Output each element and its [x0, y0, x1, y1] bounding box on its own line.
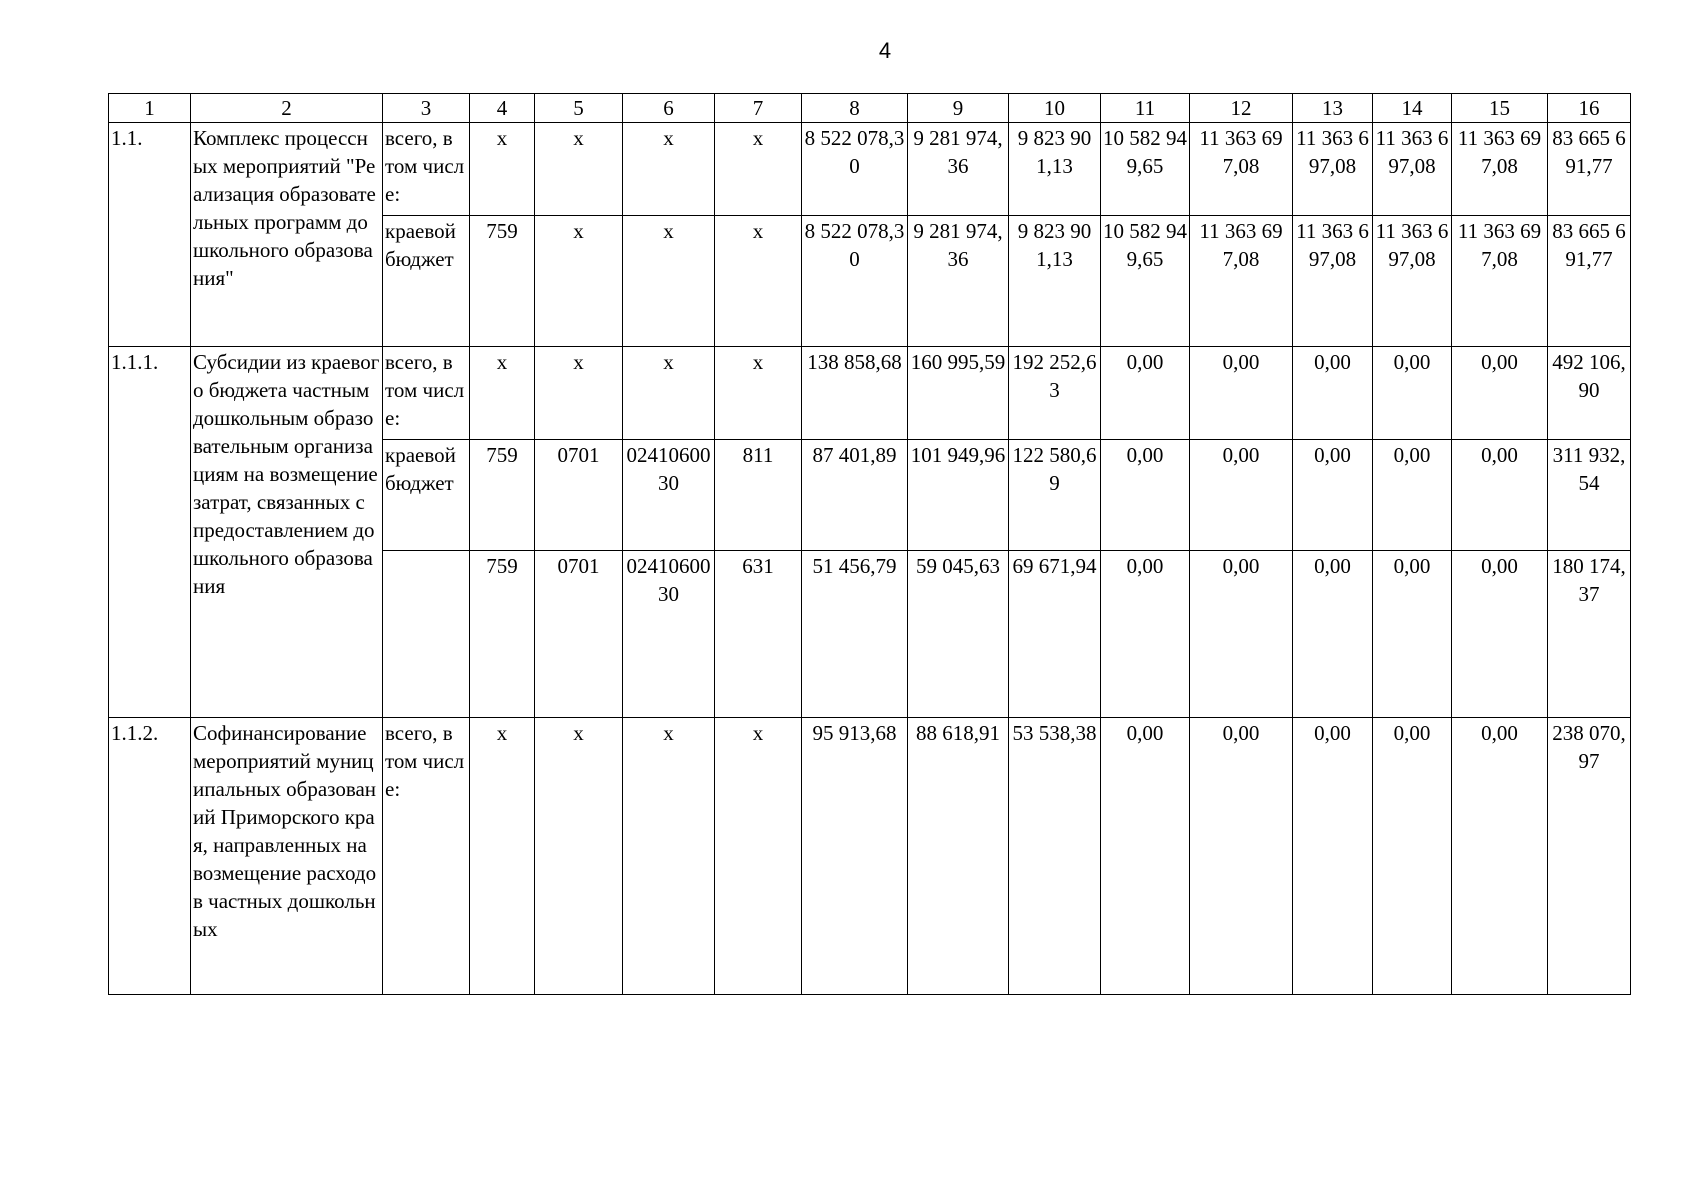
cell-col16: 83 665 691,77: [1548, 123, 1631, 216]
cell-col9: 9 281 974,36: [908, 216, 1009, 347]
cell-col6: x: [623, 216, 715, 347]
cell-col15: 11 363 697,08: [1452, 123, 1548, 216]
cell-col6: 0241060030: [623, 551, 715, 718]
cell-col13: 0,00: [1293, 551, 1373, 718]
cell-col7: x: [715, 718, 802, 995]
cell-col9: 88 618,91: [908, 718, 1009, 995]
column-number: 14: [1373, 94, 1452, 123]
cell-col5: x: [535, 216, 623, 347]
row-code: 1.1.: [109, 123, 191, 347]
column-number: 15: [1452, 94, 1548, 123]
cell-col16: 492 106,90: [1548, 347, 1631, 440]
cell-col16: 180 174,37: [1548, 551, 1631, 718]
page-number: 4: [878, 38, 892, 63]
budget-table: [108, 93, 1631, 995]
column-number: 2: [191, 94, 383, 123]
column-number: 10: [1009, 94, 1101, 123]
cell-col4: x: [470, 718, 535, 995]
column-number: 5: [535, 94, 623, 123]
column-number: 1: [109, 94, 191, 123]
cell-col11: 0,00: [1101, 440, 1190, 551]
column-number: 4: [470, 94, 535, 123]
row-code: 1.1.1.: [109, 347, 191, 718]
cell-col12: 0,00: [1190, 440, 1293, 551]
cell-col5: 0701: [535, 551, 623, 718]
column-number: 7: [715, 94, 802, 123]
event-name: Комплекс процессных мероприятий "Реализация образовательных программ дошкольного образования": [191, 123, 383, 347]
cell-col10: 192 252,63: [1009, 347, 1101, 440]
funding-source: краевой бюджет: [383, 440, 470, 551]
column-number: 8: [802, 94, 908, 123]
funding-source: всего, в том числе:: [383, 123, 470, 216]
cell-col7: 811: [715, 440, 802, 551]
cell-col10: 122 580,69: [1009, 440, 1101, 551]
cell-col11: 10 582 949,65: [1101, 123, 1190, 216]
cell-col13: 11 363 697,08: [1293, 216, 1373, 347]
cell-col5: 0701: [535, 440, 623, 551]
column-number: 11: [1101, 94, 1190, 123]
cell-col15: 0,00: [1452, 551, 1548, 718]
cell-col7: x: [715, 216, 802, 347]
cell-col14: 0,00: [1373, 551, 1452, 718]
column-number: 12: [1190, 94, 1293, 123]
cell-col8: 87 401,89: [802, 440, 908, 551]
cell-col6: 0241060030: [623, 440, 715, 551]
cell-col15: 0,00: [1452, 718, 1548, 995]
cell-col8: 8 522 078,30: [802, 216, 908, 347]
cell-col14: 11 363 697,08: [1373, 123, 1452, 216]
cell-col9: 160 995,59: [908, 347, 1009, 440]
table-row: [109, 718, 1631, 995]
funding-source: всего, в том числе:: [383, 347, 470, 440]
cell-col11: 0,00: [1101, 347, 1190, 440]
cell-col6: x: [623, 718, 715, 995]
cell-col10: 69 671,94: [1009, 551, 1101, 718]
column-number: 3: [383, 94, 470, 123]
cell-col11: 0,00: [1101, 718, 1190, 995]
cell-col4: 759: [470, 551, 535, 718]
row-code: 1.1.2.: [109, 718, 191, 995]
cell-col14: 0,00: [1373, 347, 1452, 440]
cell-col13: 11 363 697,08: [1293, 123, 1373, 216]
cell-col4: 759: [470, 216, 535, 347]
event-name: Субсидии из краевого бюджета частным дошкольным образовательным организациям на возмещение затрат, связанных с предоставлением дошкольного образования: [191, 347, 383, 718]
cell-col5: x: [535, 347, 623, 440]
cell-col8: 95 913,68: [802, 718, 908, 995]
cell-col10: 9 823 901,13: [1009, 123, 1101, 216]
cell-col16: 83 665 691,77: [1548, 216, 1631, 347]
cell-col10: 9 823 901,13: [1009, 216, 1101, 347]
cell-col4: 759: [470, 440, 535, 551]
cell-col12: 0,00: [1190, 551, 1293, 718]
cell-col12: 11 363 697,08: [1190, 123, 1293, 216]
event-name: Софинансирование мероприятий муниципальных образований Приморского края, направленных на возмещение расходов частных дошкольных: [191, 718, 383, 995]
cell-col14: 0,00: [1373, 440, 1452, 551]
cell-col6: x: [623, 347, 715, 440]
cell-col13: 0,00: [1293, 718, 1373, 995]
funding-source: краевой бюджет: [383, 216, 470, 347]
cell-col13: 0,00: [1293, 347, 1373, 440]
cell-col15: 0,00: [1452, 347, 1548, 440]
column-number: 9: [908, 94, 1009, 123]
cell-col5: x: [535, 718, 623, 995]
cell-col5: x: [535, 123, 623, 216]
cell-col7: 631: [715, 551, 802, 718]
funding-source: всего, в том числе:: [383, 718, 470, 995]
cell-col15: 0,00: [1452, 440, 1548, 551]
table-row: [109, 347, 1631, 440]
cell-col16: 311 932,54: [1548, 440, 1631, 551]
cell-col12: 0,00: [1190, 347, 1293, 440]
cell-col8: 138 858,68: [802, 347, 908, 440]
cell-col15: 11 363 697,08: [1452, 216, 1548, 347]
cell-col14: 0,00: [1373, 718, 1452, 995]
column-number: 6: [623, 94, 715, 123]
cell-col6: x: [623, 123, 715, 216]
cell-col12: 11 363 697,08: [1190, 216, 1293, 347]
cell-col7: x: [715, 347, 802, 440]
cell-col10: 53 538,38: [1009, 718, 1101, 995]
cell-col9: 101 949,96: [908, 440, 1009, 551]
cell-col14: 11 363 697,08: [1373, 216, 1452, 347]
column-number: 16: [1548, 94, 1631, 123]
column-number: 13: [1293, 94, 1373, 123]
table-row: [109, 123, 1631, 216]
cell-col4: x: [470, 123, 535, 216]
cell-col16: 238 070,97: [1548, 718, 1631, 995]
cell-col11: 0,00: [1101, 551, 1190, 718]
cell-col9: 59 045,63: [908, 551, 1009, 718]
cell-col7: x: [715, 123, 802, 216]
cell-col9: 9 281 974,36: [908, 123, 1009, 216]
cell-col4: x: [470, 347, 535, 440]
funding-source: [383, 551, 470, 718]
cell-col12: 0,00: [1190, 718, 1293, 995]
cell-col13: 0,00: [1293, 440, 1373, 551]
cell-col8: 8 522 078,30: [802, 123, 908, 216]
cell-col11: 10 582 949,65: [1101, 216, 1190, 347]
cell-col8: 51 456,79: [802, 551, 908, 718]
column-number-row: [109, 94, 1631, 123]
